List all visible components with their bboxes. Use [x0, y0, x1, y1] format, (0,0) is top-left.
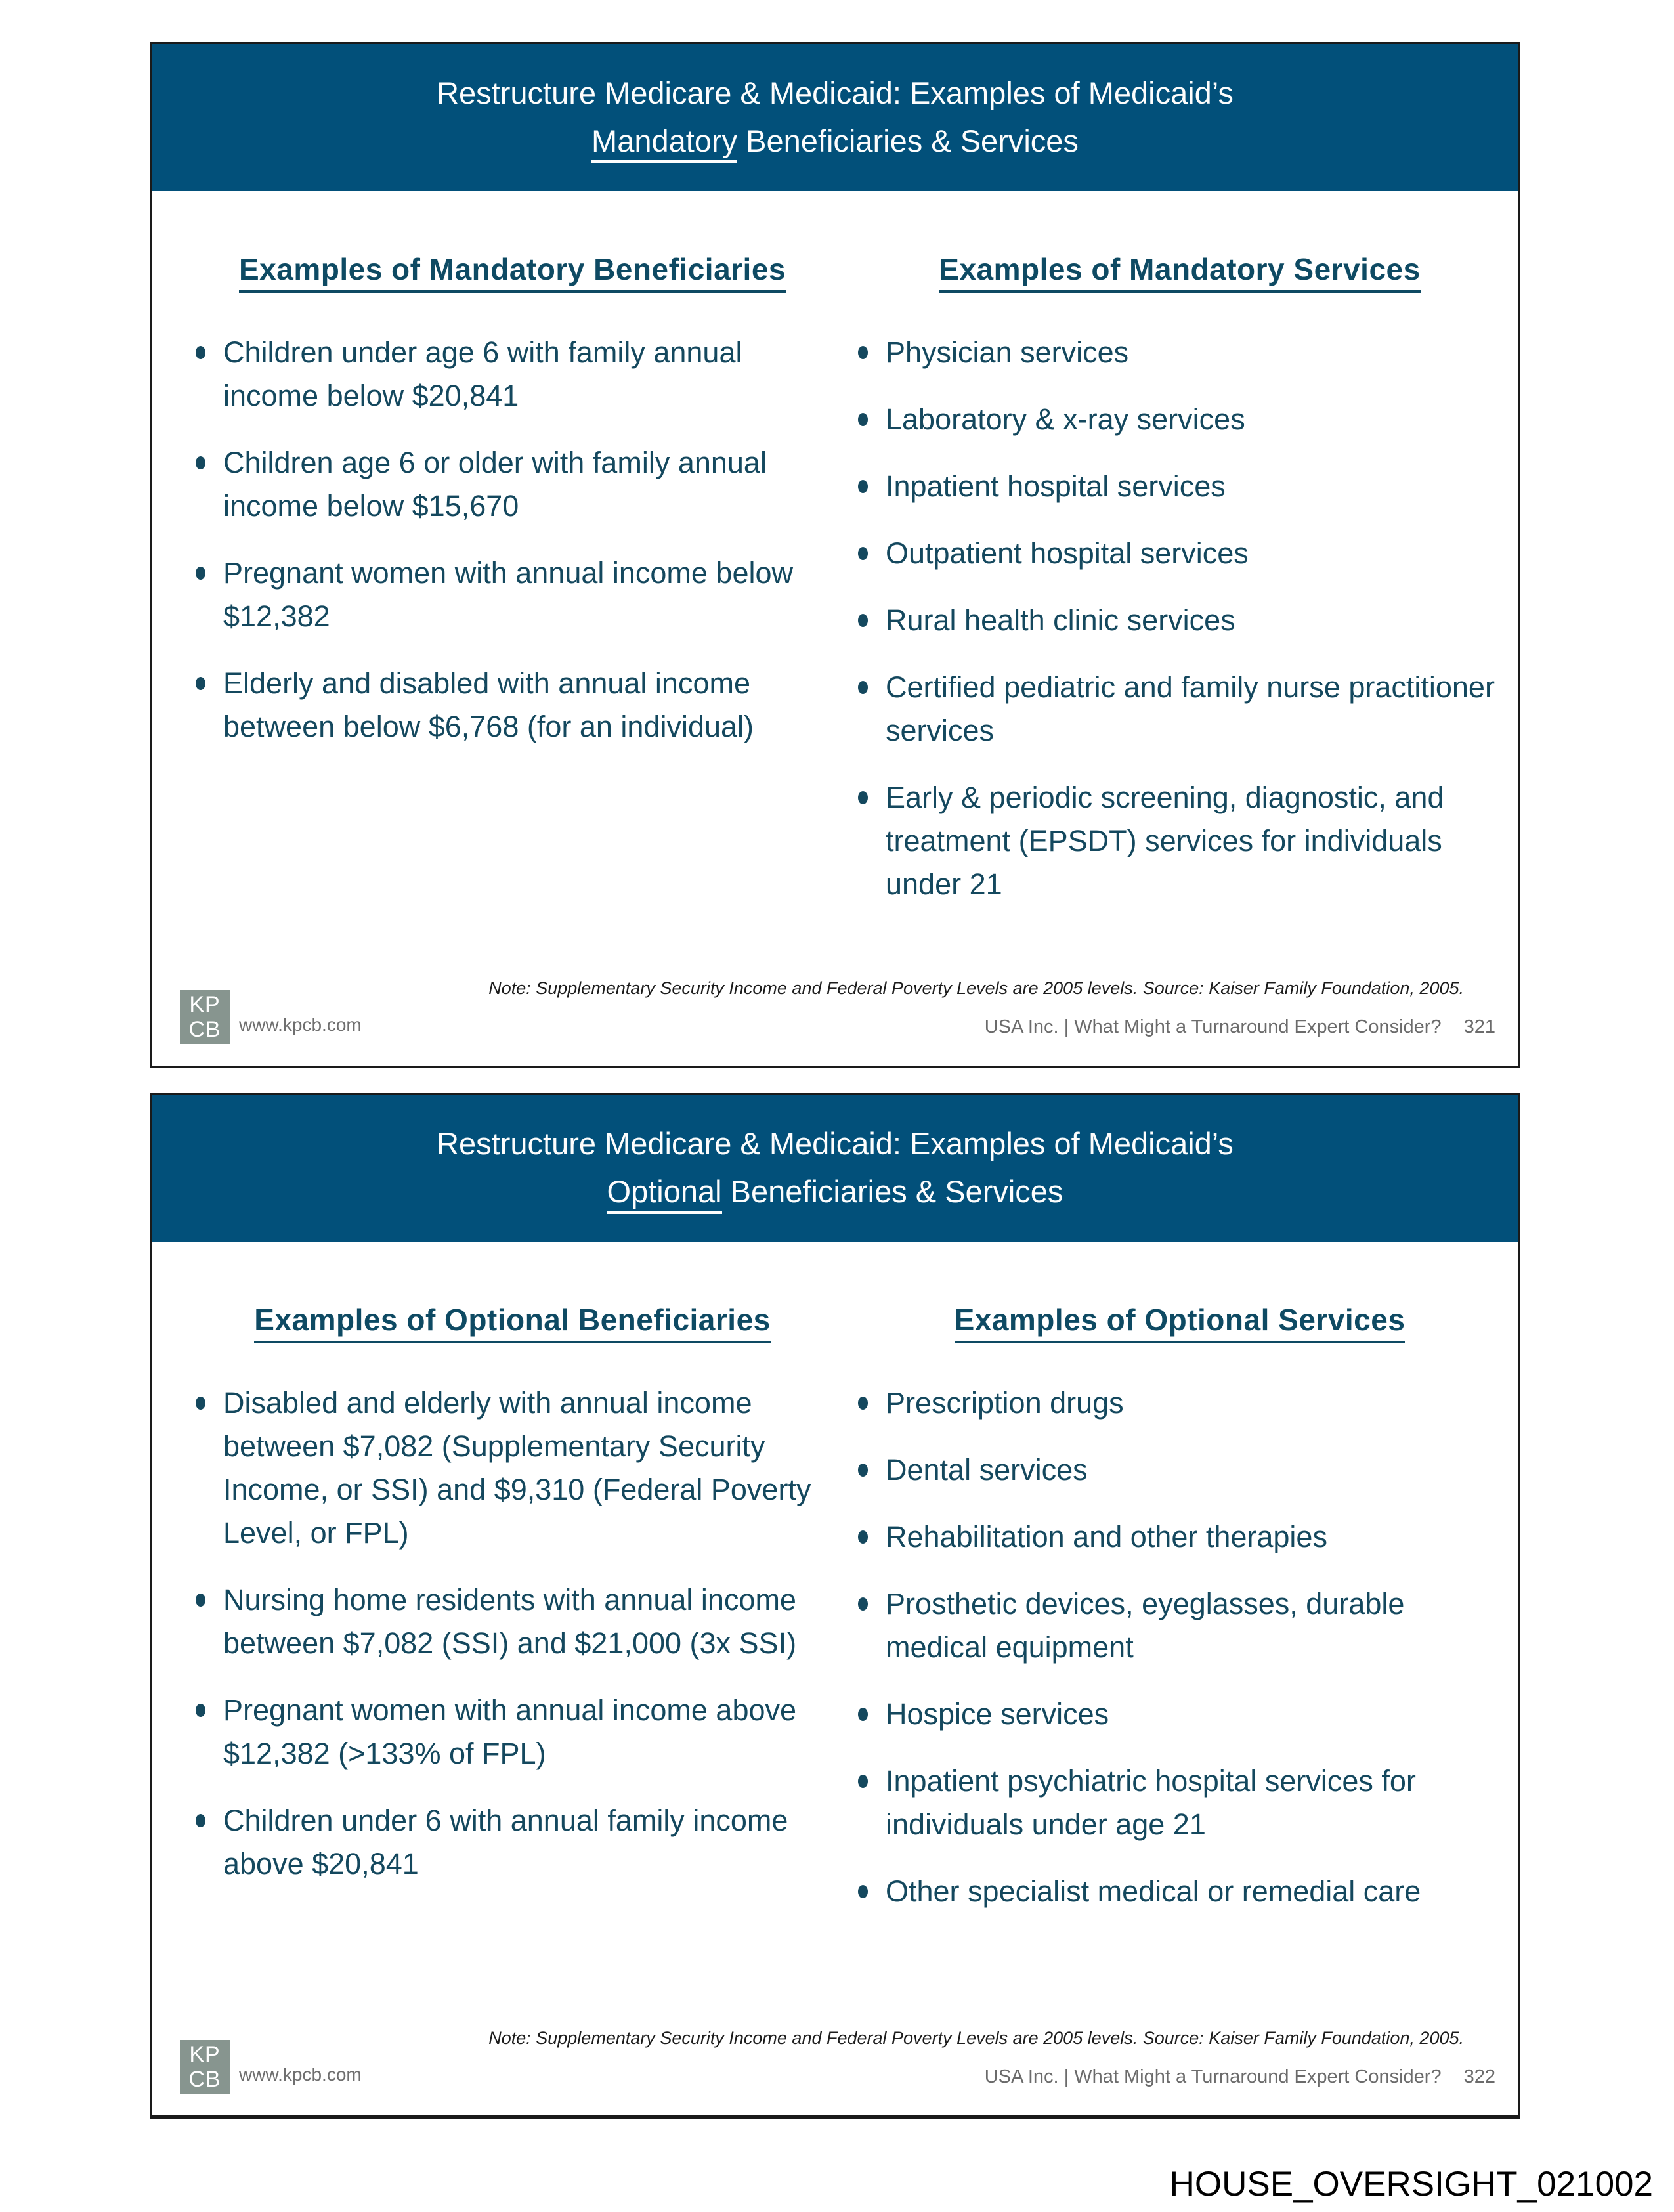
list-item: Inpatient hospital services — [851, 465, 1508, 508]
footer-attribution: USA Inc. | What Might a Turnaround Expert Consider? 322 — [984, 2066, 1495, 2087]
footer-attribution: USA Inc. | What Might a Turnaround Expert Consider? 321 — [984, 1016, 1495, 1037]
kpcb-logo-line1: KP — [189, 2042, 221, 2067]
slide-mandatory — [150, 42, 1520, 1068]
kpcb-url: www.kpcb.com — [239, 2064, 362, 2085]
list-item: Elderly and disabled with annual income between below $6,768 (for an individual) — [189, 662, 836, 748]
kpcb-url: www.kpcb.com — [239, 1014, 362, 1035]
list-item: Children under 6 with annual family income above $20,841 — [189, 1799, 836, 1886]
slide-title — [152, 44, 1518, 191]
kpcb-logo-line2: CB — [188, 2067, 221, 2092]
list-item: Nursing home residents with annual income between $7,082 (SSI) and $21,000 (3x SSI) — [189, 1578, 836, 1665]
beneficiaries-column — [189, 1302, 836, 1937]
beneficiaries-column — [189, 251, 836, 930]
slide-title-line2-rest: Beneficiaries & Services — [737, 123, 1079, 158]
list-item: Disabled and elderly with annual income between $7,082 (Supplementary Security Income, or SSI) and $9,310 (Federal Poverty Level, or FPL) — [189, 1381, 836, 1555]
list-item: Certified pediatric and family nurse practitioner services — [851, 666, 1508, 752]
list-item: Pregnant women with annual income below $12,382 — [189, 552, 836, 638]
list-item: Outpatient hospital services — [851, 532, 1508, 575]
column-heading-services: Examples of Mandatory Services — [851, 251, 1508, 293]
list-item: Rehabilitation and other therapies — [851, 1515, 1508, 1559]
page-number: 321 — [1463, 1016, 1495, 1037]
list-item: Children age 6 or older with family annual income below $15,670 — [189, 441, 836, 528]
slide-title-line1: Restructure Medicare & Medicaid: Examples of Medicaid’s — [437, 1126, 1234, 1161]
slide-title-line2 — [591, 118, 1079, 165]
list-item: Other specialist medical or remedial care — [851, 1870, 1508, 1913]
kpcb-logo — [180, 990, 230, 1044]
slide-content — [152, 1242, 1518, 1937]
list-item: Early & periodic screening, diagnostic, and treatment (EPSDT) services for individuals under 21 — [851, 776, 1508, 906]
list-item: Prosthetic devices, eyeglasses, durable medical equipment — [851, 1582, 1508, 1669]
kpcb-logo-line1: KP — [189, 992, 221, 1017]
services-column — [851, 251, 1508, 930]
services-list — [851, 331, 1508, 906]
column-heading-services: Examples of Optional Services — [851, 1302, 1508, 1343]
document-watermark: HOUSE_OVERSIGHT_021002 — [1169, 2165, 1653, 2203]
services-column — [851, 1302, 1508, 1937]
list-item: Rural health clinic services — [851, 599, 1508, 642]
slide-title-emphasis: Optional — [607, 1174, 722, 1214]
slide-title-line1: Restructure Medicare & Medicaid: Examples of Medicaid’s — [437, 76, 1234, 111]
list-item: Physician services — [851, 331, 1508, 374]
slide-title-line2 — [607, 1168, 1063, 1216]
list-item: Laboratory & x-ray services — [851, 398, 1508, 441]
list-item: Hospice services — [851, 1693, 1508, 1736]
page-number: 322 — [1463, 2066, 1495, 2087]
beneficiaries-list — [189, 1381, 836, 1886]
list-item: Dental services — [851, 1448, 1508, 1492]
kpcb-logo-line2: CB — [188, 1017, 221, 1042]
list-item: Children under age 6 with family annual income below $20,841 — [189, 331, 836, 418]
services-list — [851, 1381, 1508, 1913]
beneficiaries-list — [189, 331, 836, 748]
slide-title-emphasis: Mandatory — [591, 123, 737, 163]
list-item: Pregnant women with annual income above $12,382 (>133% of FPL) — [189, 1689, 836, 1775]
kpcb-logo — [180, 2040, 230, 2094]
footer-note: Note: Supplementary Security Income and Federal Poverty Levels are 2005 levels. Source: Kaiser Family Foundation, 2005. — [488, 978, 1464, 998]
column-heading-beneficiaries: Examples of Optional Beneficiaries — [189, 1302, 836, 1343]
slide-title — [152, 1095, 1518, 1242]
slide-content — [152, 191, 1518, 930]
slide-optional — [150, 1093, 1520, 2119]
footer-note: Note: Supplementary Security Income and Federal Poverty Levels are 2005 levels. Source: Kaiser Family Foundation, 2005. — [488, 2028, 1464, 2048]
list-item: Prescription drugs — [851, 1381, 1508, 1425]
column-heading-beneficiaries: Examples of Mandatory Beneficiaries — [189, 251, 836, 293]
slide-title-line2-rest: Beneficiaries & Services — [721, 1174, 1063, 1209]
list-item: Inpatient psychiatric hospital services for individuals under age 21 — [851, 1760, 1508, 1846]
